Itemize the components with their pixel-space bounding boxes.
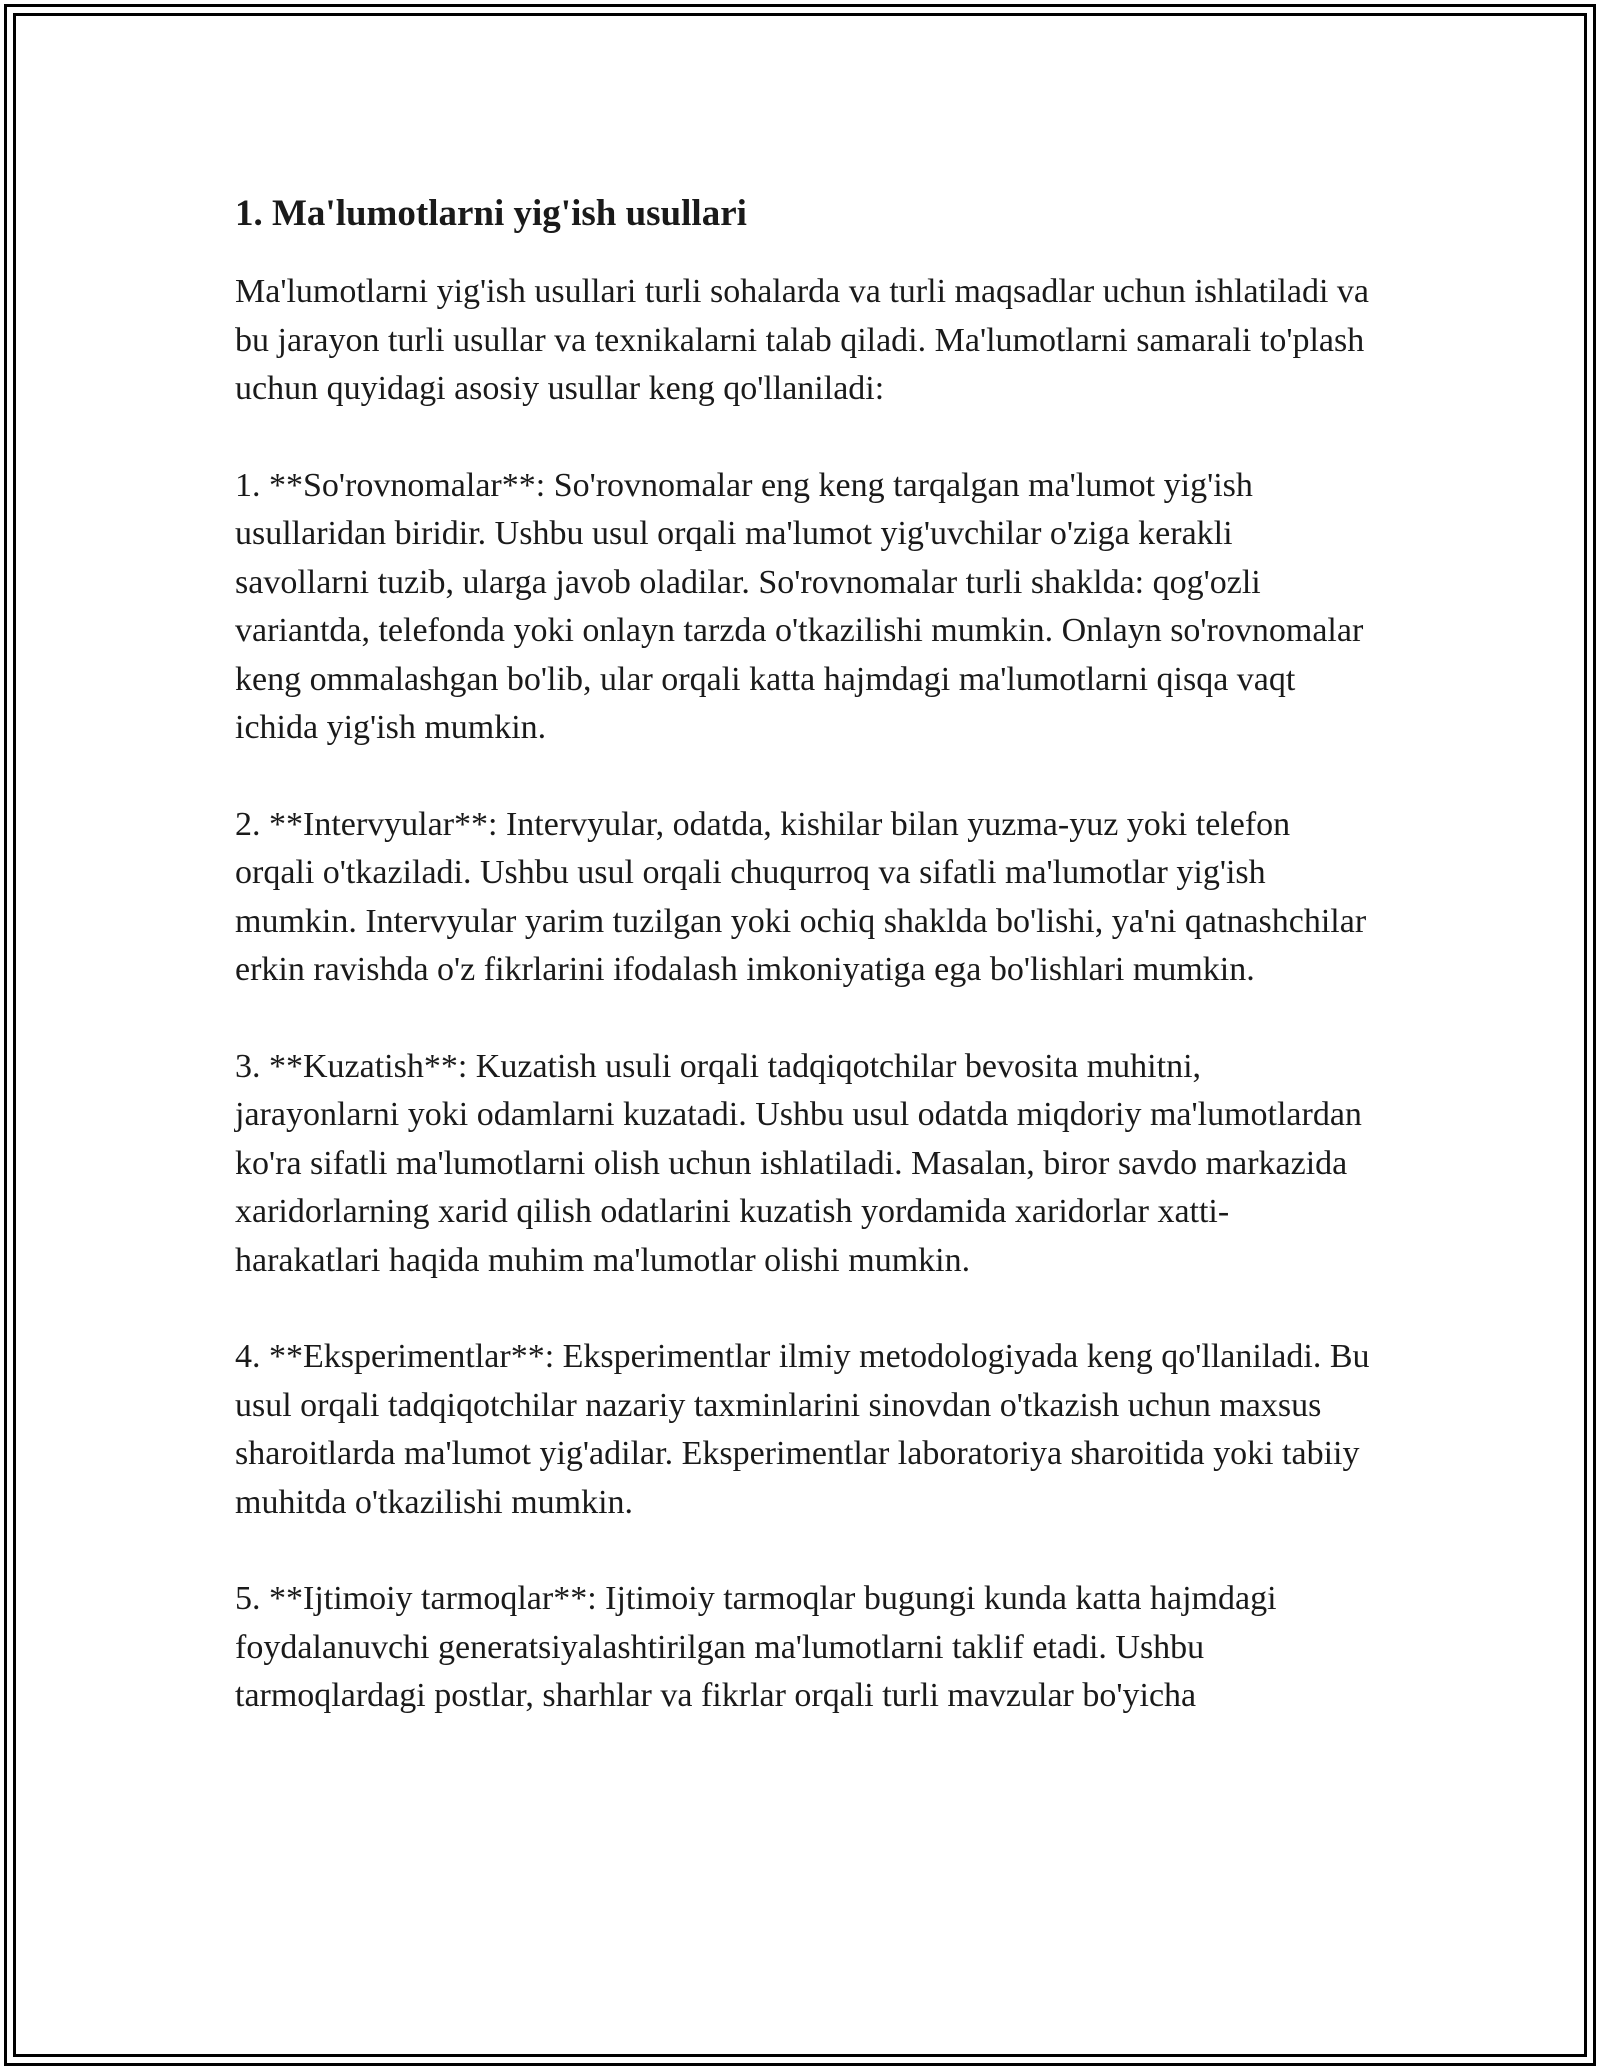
intro-paragraph: Ma'lumotlarni yig'ish usullari turli sohalarda va turli maqsadlar uchun ishlatiladi va bu jarayon turli usullar va texnikalarni talab qiladi. Ma'lumotlarni samarali to'plash uchun quyidagi asosiy usullar keng qo'llaniladi: — [235, 273, 1370, 407]
list-item-observation: 3. **Kuzatish**: Kuzatish usuli orqali tadqiqotchilar bevosita muhitni, jarayonlarni yoki odamlarni kuzatadi. Ushbu usul odatda miqdoriy ma'lumotlardan ko'ra sifatli ma'lumotlarni olish uchun ishlatiladi. Masalan, biror savdo markazida xaridorlarning xarid qilish odatlarini kuzatish yordamida xaridorlar xatti-harakatlari haqida muhim ma'lumotlar olishi mumkin. — [235, 1047, 1362, 1279]
list-item-surveys: 1. **So'rovnomalar**: So'rovnomalar eng keng tarqalgan ma'lumot yig'ish usullaridan biridir. Ushbu usul orqali ma'lumot yig'uvchilar o'ziga kerakli savollarni tuzib, ularga javob oladilar. So'rovnomalar turli shaklda: qog'ozli variantda, telefonda yoki onlayn tarzda o'tkazilishi mumkin. Onlayn so'rovnomalar keng ommalashgan bo'lib, ular orqali katta hajmdagi ma'lumotlarni qisqa vaqt ichida yig'ish mumkin. — [235, 466, 1364, 746]
list-item-experiments: 4. **Eksperimentlar**: Eksperimentlar ilmiy metodologiyada keng qo'llaniladi. Bu usul orqali tadqiqotchilar nazariy taxminlarini sinovdan o'tkazish uchun maxsus sharoitlarda ma'lumot yig'adilar. Eksperimentlar laboratoriya sharoitida yoki tabiiy muhitda o'tkazilishi mumkin. — [235, 1338, 1370, 1521]
list-item-social-networks: 5. **Ijtimoiy tarmoqlar**: Ijtimoiy tarmoqlar bugungi kunda katta hajmdagi foydalanuvchi generatsiyalashtirilgan ma'lumotlarni taklif etadi. Ushbu tarmoqlardagi postlar, sharhlar va fikrlar orqali turli mavzular bo'yicha — [235, 1580, 1277, 1714]
document-body — [235, 188, 1370, 1769]
list-item-interviews: 2. **Intervyular**: Intervyular, odatda, kishilar bilan yuzma-yuz yoki telefon orqali o'tkaziladi. Ushbu usul orqali chuqurroq va sifatli ma'lumotlar yig'ish mumkin. Intervyular yarim tuzilgan yoki ochiq shaklda bo'lishi, ya'ni qatnashchilar erkin ravishda o'z fikrlarini ifodalash imkoniyatiga ega bo'lishlari mumkin. — [235, 805, 1367, 988]
page-title: 1. Ma'lumotlarni yig'ish usullari — [235, 193, 747, 234]
